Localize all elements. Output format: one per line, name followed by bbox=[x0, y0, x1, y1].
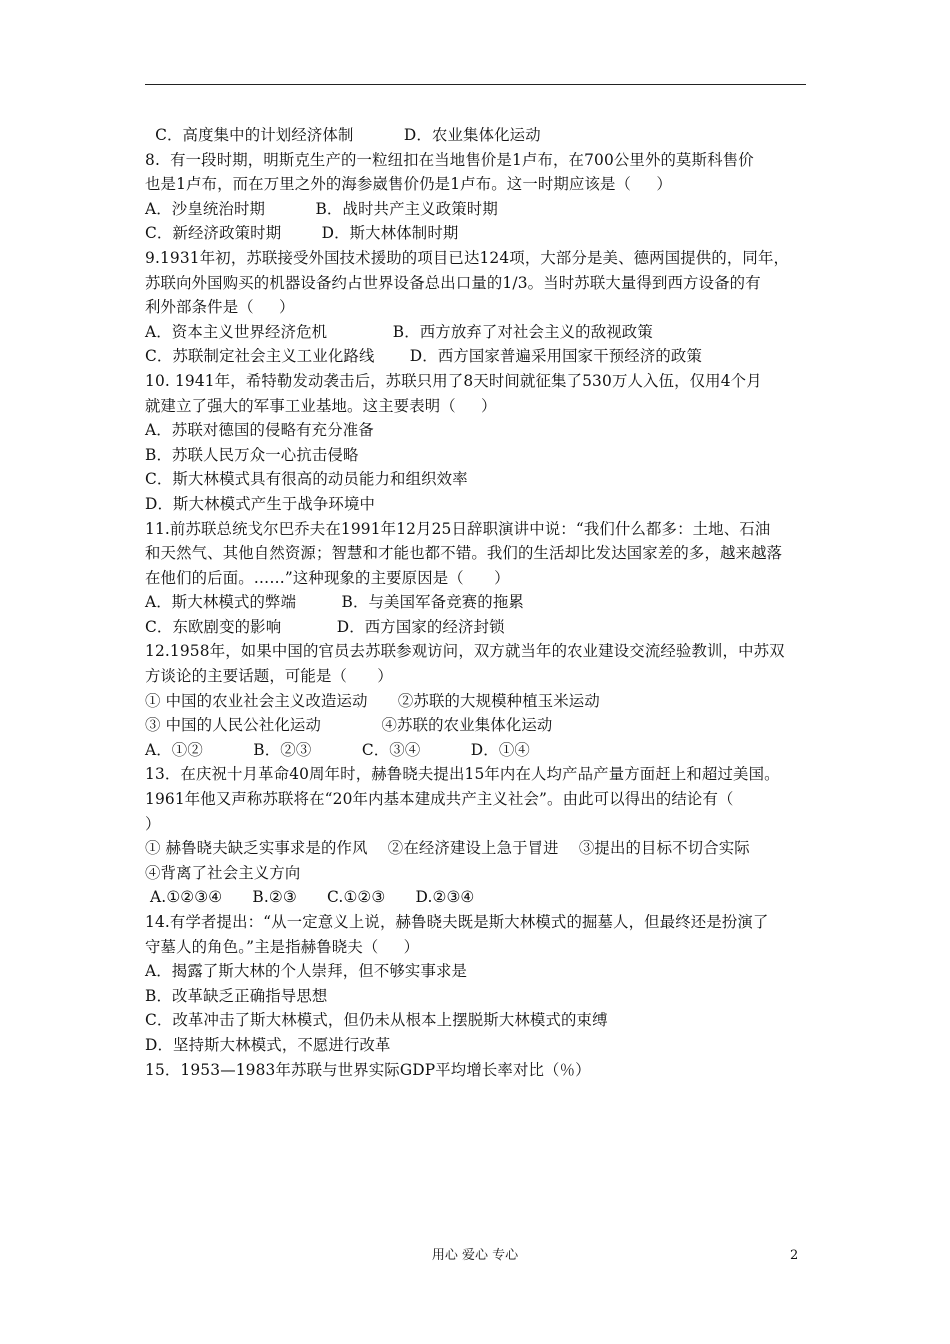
header-rule bbox=[145, 84, 806, 85]
text-line: ① 赫鲁晓夫缺乏实事求是的作风 ②在经济建设上急于冒进 ③提出的目标不切合实际 bbox=[145, 839, 750, 858]
text-line: C．高度集中的计划经济体制 D．农业集体化运动 bbox=[145, 126, 541, 144]
text-line: A．揭露了斯大林的个人崇拜，但不够实事求是 bbox=[145, 962, 468, 981]
text-line: C．新经济政策时期 D．斯大林体制时期 bbox=[145, 224, 459, 243]
text-line: 和天然气、其他自然资源；智慧和才能也都不错。我们的生活却比发达国家差的多，越来越落 bbox=[145, 544, 783, 563]
text-line: C．斯大林模式具有很高的动员能力和组织效率 bbox=[145, 470, 468, 489]
text-line: A．①② B．②③ C．③④ D．①④ bbox=[145, 740, 530, 759]
text-line: 在他们的后面。……”这种现象的主要原因是（ ） bbox=[145, 568, 510, 587]
text-line: B．改革缺乏正确指导思想 bbox=[145, 986, 328, 1005]
text-line: 守墓人的角色。”主是指赫鲁晓夫（ ） bbox=[145, 937, 420, 956]
text-line: 9.1931年初，苏联接受外国技术援助的项目已达124项，大部分是美、德两国提供的，同年， bbox=[145, 248, 790, 267]
text-line: 15．1953—1983年苏联与世界实际GDP平均增长率对比（％） bbox=[145, 1060, 591, 1079]
text-line: 也是1卢布，而在万里之外的海参崴售价仍是1卢布。这一时期应该是（ ） bbox=[145, 175, 672, 194]
text-line: 1961年他又声称苏联将在“20年内基本建成共产主义社会”。由此可以得出的结论有（ bbox=[145, 790, 734, 809]
text-line: A．斯大林模式的弊端 B．与美国军备竞赛的拖累 bbox=[145, 593, 524, 612]
text-line: A．资本主义世界经济危机 B．西方放弃了对社会主义的敌视政策 bbox=[145, 322, 653, 341]
text-line: ① 中国的农业社会主义改造运动 ②苏联的大规模种植玉米运动 bbox=[145, 691, 600, 710]
text-line: 12.1958年，如果中国的官员去苏联参观访问，双方就当年的农业建设交流经验教训，中苏双 bbox=[145, 642, 785, 661]
text-line: D．斯大林模式产生于战争环境中 bbox=[145, 494, 376, 513]
text-line: A．苏联对德国的侵略有充分准备 bbox=[145, 421, 374, 440]
document-body bbox=[145, 123, 810, 1082]
text-line: A．沙皇统治时期 B．战时共产主义政策时期 bbox=[145, 199, 498, 218]
footer-slogan: 用心 爱心 专心 bbox=[431, 1248, 519, 1263]
text-line: 就建立了强大的军事工业基地。这主要表明（ ） bbox=[145, 396, 497, 415]
text-line: 苏联向外国购买的机器设备约占世界设备总出口量的1/3。当时苏联大量得到西方设备的有 bbox=[145, 273, 761, 292]
text-line: B．苏联人民万众一心抗击侵略 bbox=[145, 445, 359, 464]
text-line: 10. 1941年，希特勒发动袭击后，苏联只用了8天时间就征集了530万人入伍，仅用4个月 bbox=[145, 371, 762, 390]
text-line: C．东欧剧变的影响 D．西方国家的经济封锁 bbox=[145, 617, 505, 636]
text-line: 方谈论的主要话题，可能是（ ） bbox=[145, 667, 393, 686]
text-line: ③ 中国的人民公社化运动 ④苏联的农业集体化运动 bbox=[145, 716, 553, 735]
text-line: 13．在庆祝十月革命40周年时，赫鲁晓夫提出15年内在人均产品产量方面赶上和超过美国。 bbox=[145, 765, 780, 784]
text-line: C．改革冲击了斯大林模式，但仍未从根本上摆脱斯大林模式的束缚 bbox=[145, 1011, 608, 1030]
text-line: ④背离了社会主义方向 bbox=[145, 863, 301, 882]
page-number: 2 bbox=[790, 1248, 799, 1263]
text-line: D．坚持斯大林模式，不愿进行改革 bbox=[145, 1035, 391, 1054]
text-line: 11.前苏联总统戈尔巴乔夫在1991年12月25日辞职演讲中说：“我们什么都多：土地、石油 bbox=[145, 519, 771, 538]
text-line: C．苏联制定社会主义工业化路线 D．西方国家普遍采用国家干预经济的政策 bbox=[145, 347, 703, 366]
text-line: 8. 有一段时期，明斯克生产的一粒纽扣在当地售价是1卢布，在700公里外的莫斯科售价 bbox=[145, 150, 754, 169]
text-line: 利外部条件是（ ） bbox=[145, 298, 295, 317]
text-line: A.①②③④ B.②③ C.①②③ D.②③④ bbox=[145, 888, 475, 907]
text-line: ） bbox=[145, 814, 161, 833]
text-line: 14.有学者提出：“从一定意义上说，赫鲁晓夫既是斯大林模式的掘墓人，但最终还是扮演了 bbox=[145, 913, 769, 931]
